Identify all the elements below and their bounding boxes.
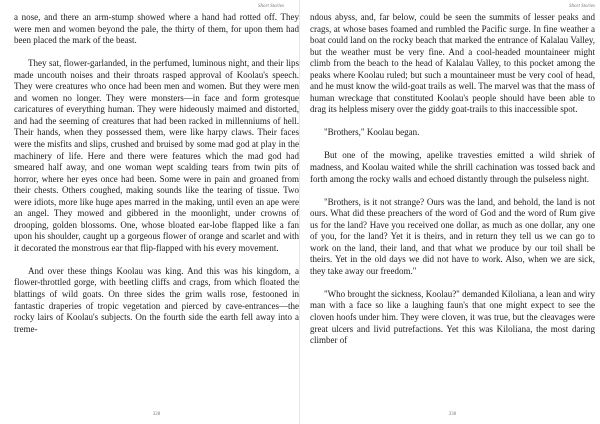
running-head-left: Short Stories bbox=[258, 4, 284, 9]
paragraph: ndous abyss, and, far below, could be seen the summits of lesser peaks and crags, at whose bases foamed and rumbled the Pacific surge. In fine weather a boat could land on the rocky beach that marked the entrance of Kalalau Valley, but the weather must be very fine. And a cool-headed mountaineer might climb from the beach to the head of Kalalau Valley, to this pocket among the peaks where Koolau ruled; but such a mountaineer must be very cool of head, and he must know the wild-goat trails as well. The marvel was that the mass of human wreckage that constituted Koolau's people should have been able to drag its helpless misery over the giddy goat-trails to this inaccessible spot. bbox=[310, 12, 595, 115]
left-page bbox=[14, 0, 299, 424]
page-gutter bbox=[299, 0, 300, 424]
right-page bbox=[310, 0, 595, 424]
paragraph: "Who brought the sickness, Koolau?" demanded Kiloliana, a lean and wiry man with a face so like a laughing faun's that one might expect to see the cloven hoofs under him. They were cloven, it was true, but the cleavages were great ulcers and livid putrefactions. Yet this was Kiloliana, the most daring climber of bbox=[310, 288, 595, 346]
page-number-right: 330 bbox=[448, 412, 457, 417]
right-page-text bbox=[310, 12, 595, 347]
paragraph: But one of the mowing, apelike travesties emitted a wild shriek of madness, and Koolau waited while the shrill cachination was tossed back and forth among the rocky walls and echoed distantly through the pulseless night. bbox=[310, 150, 595, 184]
page-number-left: 328 bbox=[152, 412, 161, 417]
paragraph: And over these things Koolau was king. And this was his kingdom, a flower-throttled gorge, with beetling cliffs and crags, from which floated the blattings of wild goats. On three sides the grim walls rose, festooned in fantastic draperies of tropic vegetation and pierced by cave-entrances—the rocky lairs of Koolau's subjects. On the fourth side the earth fell away into a treme- bbox=[14, 265, 299, 334]
paragraph: "Brothers, is it not strange? Ours was the land, and behold, the land is not ours. What did these preachers of the word of God and the word of Rum give us for the land? Have you received one dollar, as much as one dollar, any one of you, for the land? Yet it is theirs, and in return they tell us we can go to work on the land, their land, and that what we produce by our toil shall be theirs. Yet in the old days we did not have to work. Also, when we are sick, they take away our freedom." bbox=[310, 196, 595, 276]
paragraph: "Brothers," Koolau began. bbox=[324, 127, 420, 138]
running-head: Short Stories bbox=[569, 4, 595, 9]
paragraph: a nose, and there an arm-stump showed where a hand had rotted off. They were men and women beyond the pale, the thirty of them, for upon them had been placed the mark of the beast. bbox=[14, 12, 299, 46]
paragraph: They sat, flower-garlanded, in the perfumed, luminous night, and their lips made uncouth noises and their throats rasped approval of Koolau's speech. They were creatures who once had been men and women. But they were men and women no longer. They were monsters—in face and form grotesque caricatures of everything human. They were hideously maimed and distorted, and had the seeming of creatures that had been racked in millenniums of hell. Their hands, when they possessed them, were like harpy claws. Their faces were the misfits and slips, crushed and bruised by some mad god at play in the machinery of life. Here and there were features which the mad god had smeared half away, and one woman wept scalding tears from twin pits of horror, where her eyes once had been. Some were in pain and groaned from their chests. Others coughed, making sounds like the tearing of tissue. Two were idiots, more like huge apes marred in the making, until even an ape were an angel. They mowed and gibbered in the moonlight, under crowns of drooping, golden blossoms. One, whose bloated ear-lobe flapped like a fan upon his shoulder, caught up a gorgeous flower of orange and scarlet and with it decorated the monstrous ear that flip-flapped with his every movement. bbox=[14, 58, 299, 253]
left-page-text bbox=[14, 12, 299, 335]
